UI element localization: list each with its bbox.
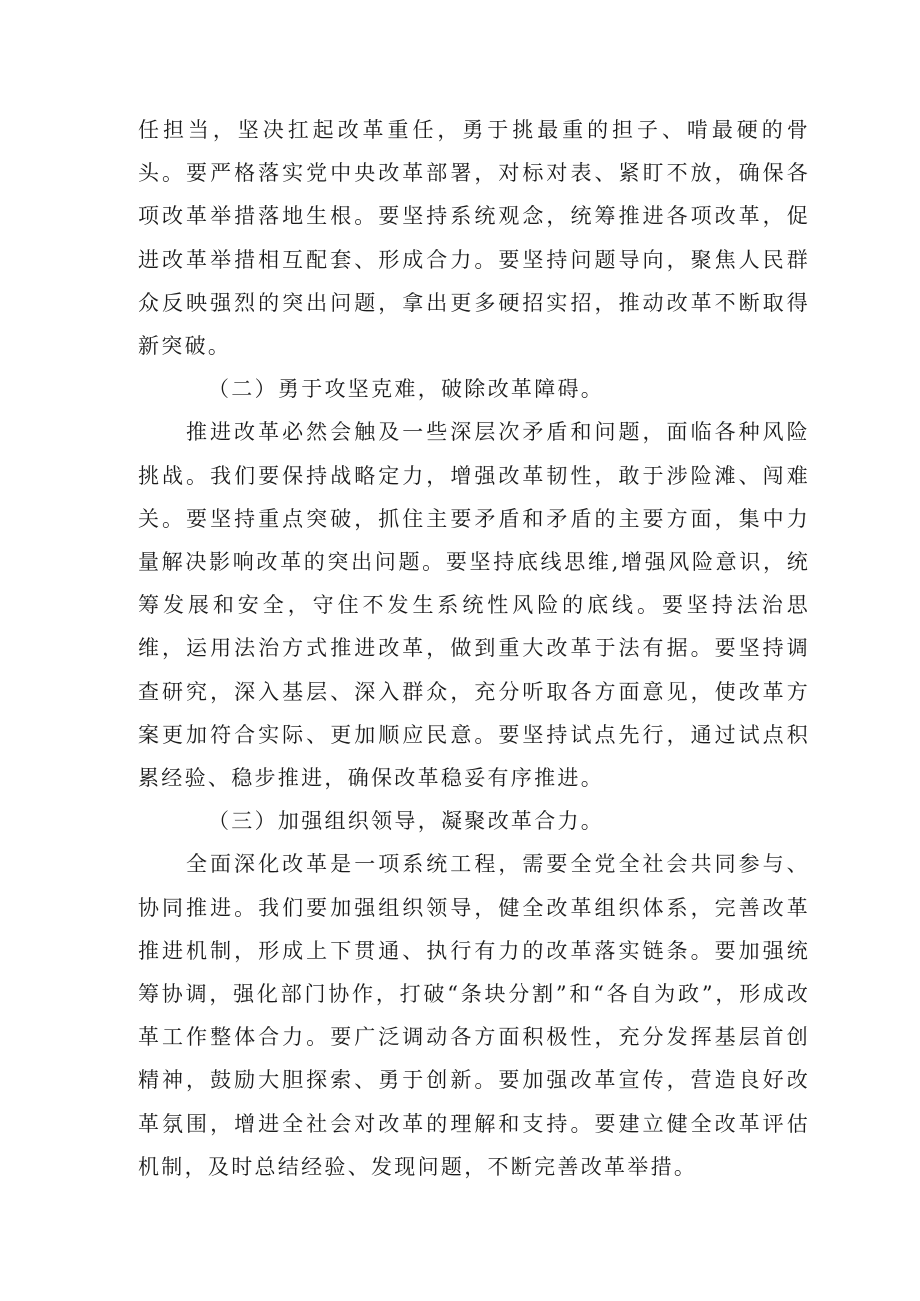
paragraph-section-3: 全面深化改革是一项系统工程，需要全党全社会共同参与、协同推进。我们要加强组织领导，健全改革组织体系，完善改革推进机制，形成上下贯通、执行有力的改革落实链条。要加强统筹协调，强化部门协作，打破“条块分割”和“各自为政”，形成改革工作整体合力。要广泛调动各方面积极性，充分发挥基层首创精神，鼓励大胆探索、勇于创新。要加强改革宣传，营造良好改革氛围，增进全社会对改革的理解和支持。要建立健全改革评估机制，及时总结经验、发现问题，不断完善改革举措。 (138, 852, 810, 1179)
section-heading-3: （三）加强组织领导，凝聚改革合力。 (208, 809, 605, 834)
paragraph-continuation: 任担当，坚决扛起改革重任，勇于挑最重的担子、啃最硬的骨头。要严格落实党中央改革部署，对标对表、紧盯不放，确保各项改革举措落地生根。要坚持系统观念，统筹推进各项改革，促进改革举措相互配套、形成合力。要坚持问题导向，聚焦人民群众反映强烈的突出问题，拿出更多硬招实招，推动改革不断取得新突破。 (138, 118, 810, 359)
paragraph-section-2: 推进改革必然会触及一些深层次矛盾和问题，面临各种风险挑战。我们要保持战略定力，增强改革韧性，敢于涉险滩、闯难关。要坚持重点突破，抓住主要矛盾和矛盾的主要方面，集中力量解决影响改革的突出问题。要坚持底线思维,增强风险意识，统筹发展和安全，守住不发生系统性风险的底线。要坚持法治思维，运用法治方式推进改革，做到重大改革于法有据。要坚持调查研究，深入基层、深入群众，充分听取各方面意见，使改革方案更加符合实际、更加顺应民意。要坚持试点先行，通过试点积累经验、稳步推进，确保改革稳妥有序推进。 (138, 420, 810, 791)
section-heading-2: （二）勇于攻坚克难，破除改革障碍。 (208, 377, 605, 402)
document-body (138, 109, 810, 1189)
